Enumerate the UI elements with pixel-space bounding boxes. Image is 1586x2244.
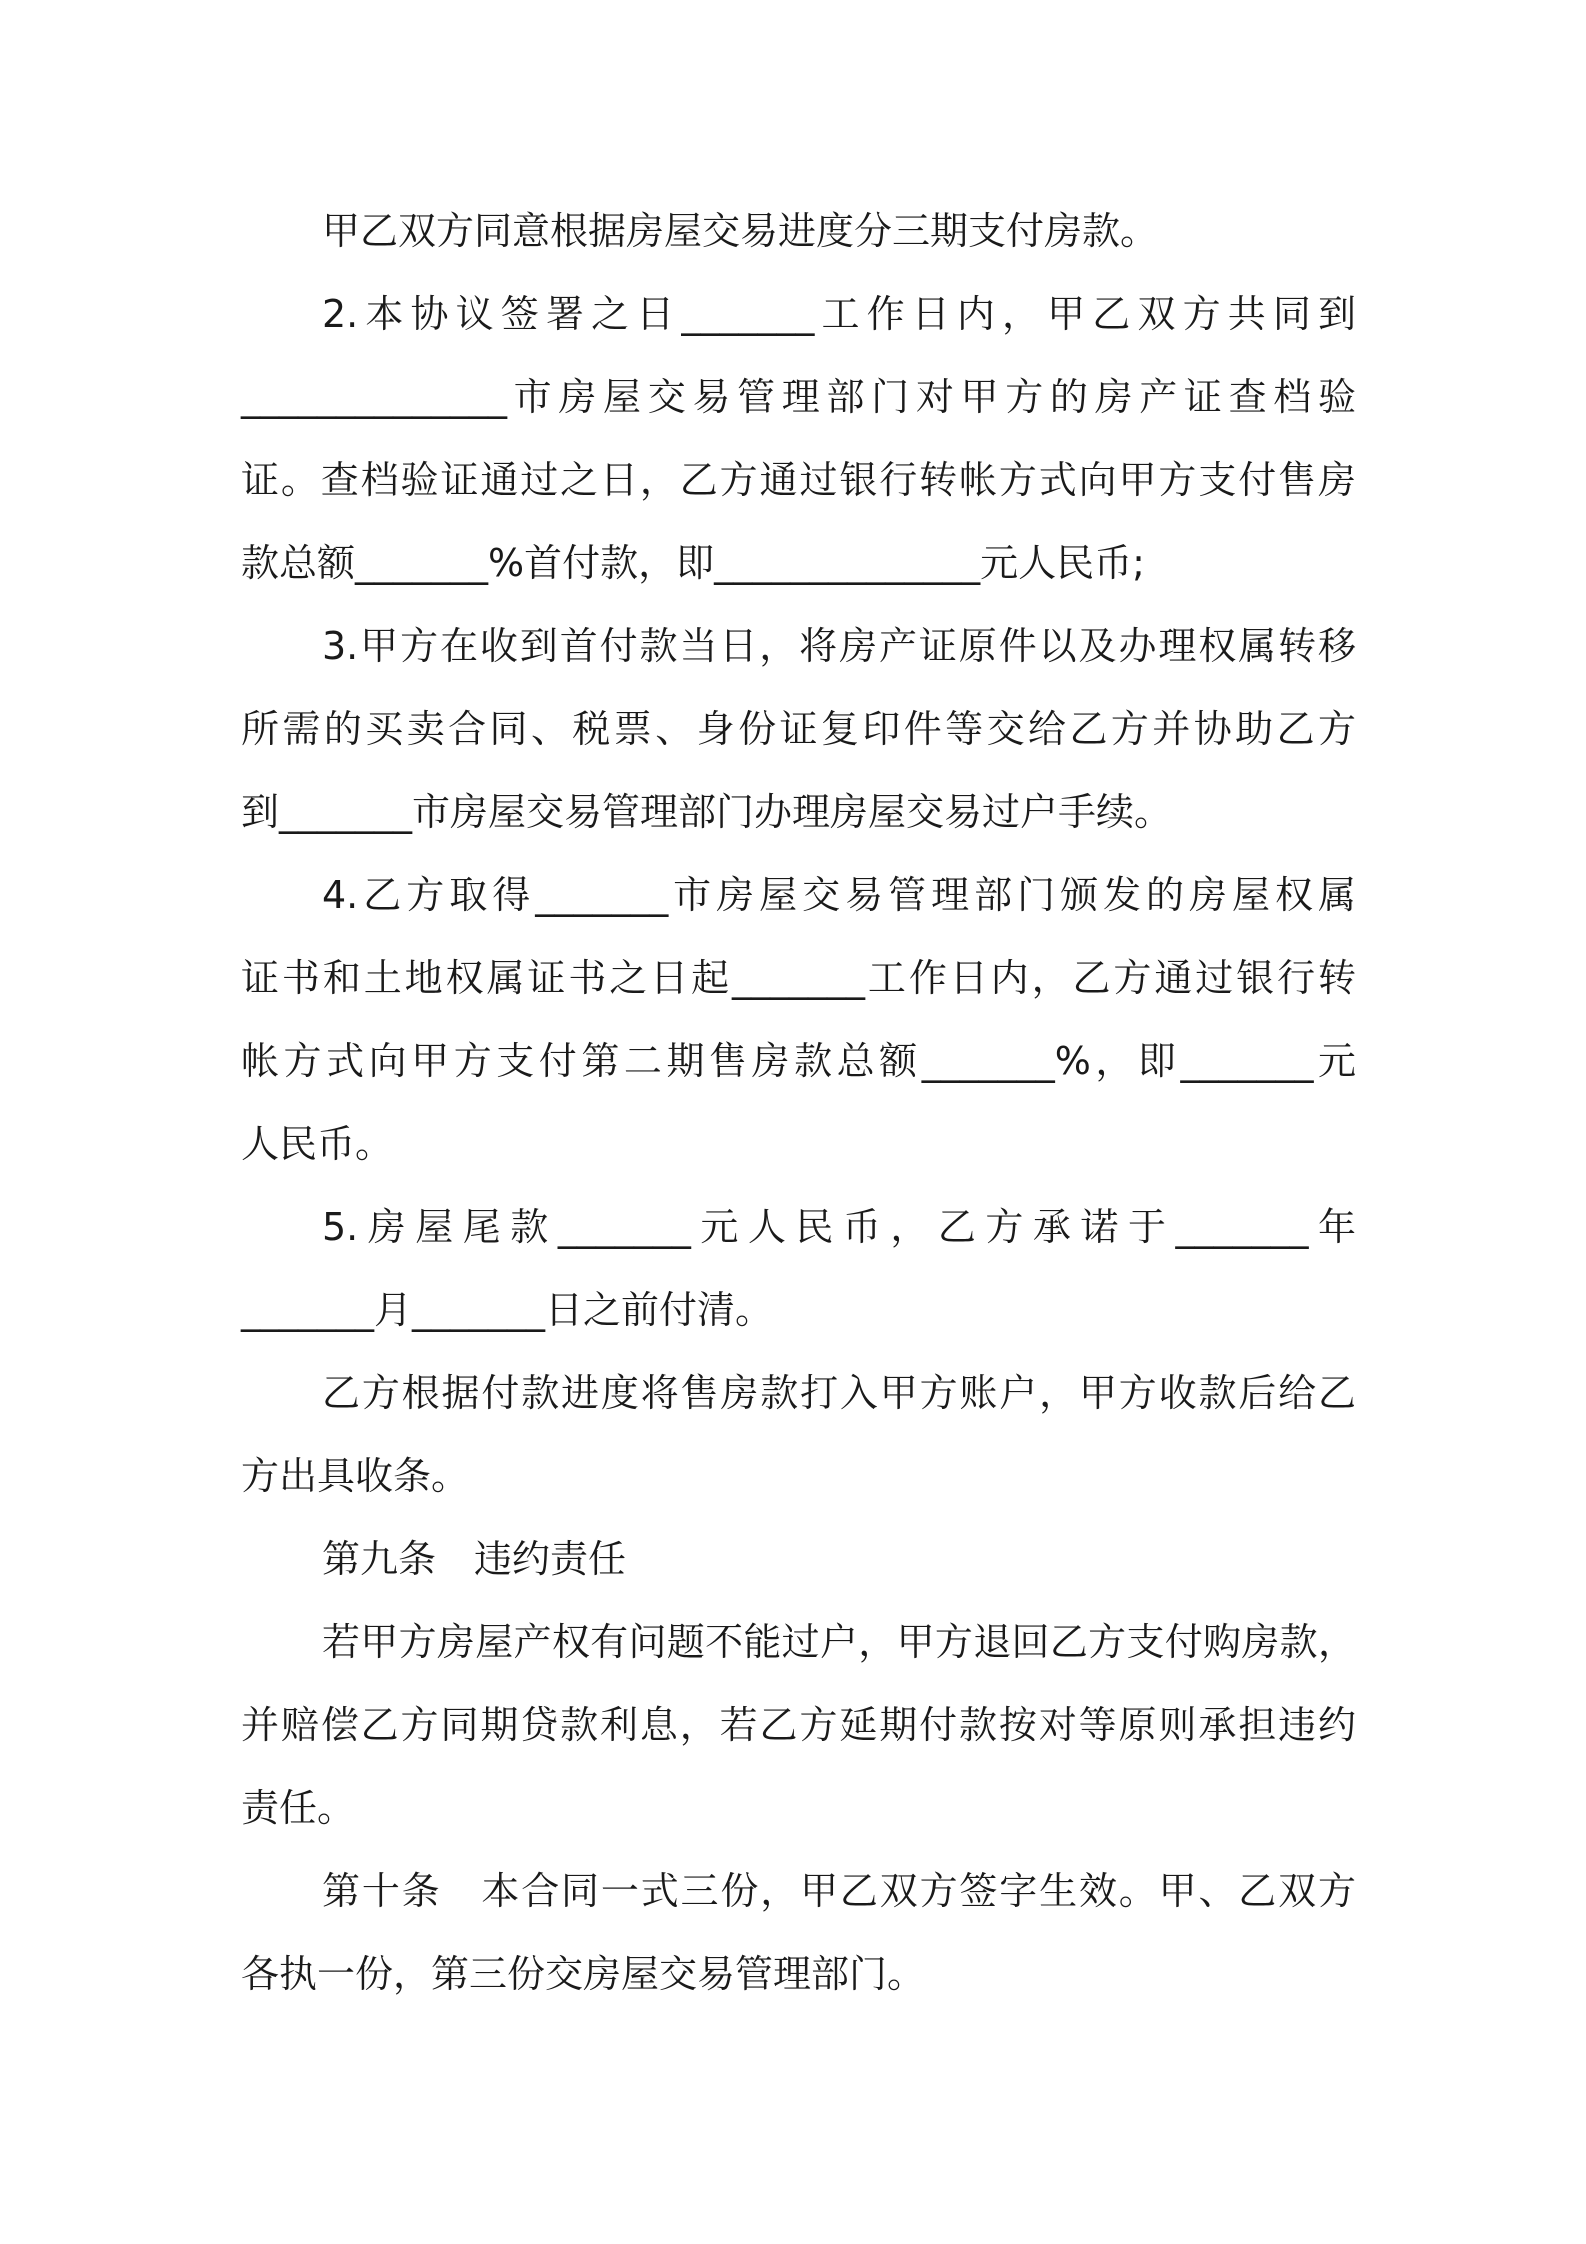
clause-2-line-2: ______________市房屋交易管理部门对甲方的房产证查档验 <box>241 375 1356 419</box>
clause-4-line-3: 帐方式向甲方支付第二期售房款总额_______%，即_______元 <box>241 1039 1356 1083</box>
article-9-line-1: 若甲方房屋产权有问题不能过户，甲方退回乙方支付购房款， <box>322 1620 1356 1664</box>
article-10-line-1: 第十条 本合同一式三份，甲乙双方签字生效。甲、乙双方 <box>322 1869 1356 1913</box>
clause-4-line-1: 4.乙方取得_______市房屋交易管理部门颁发的房屋权属 <box>322 873 1356 917</box>
clause-5-line-1: 5.房屋尾款_______元人民币，乙方承诺于_______年 <box>322 1205 1356 1249</box>
article-9-line-3: 责任。 <box>241 1786 356 1830</box>
clause-2-line-4: 款总额_______%首付款，即______________元人民币; <box>241 541 1145 585</box>
payment-note-line-1: 乙方根据付款进度将售房款打入甲方账户，甲方收款后给乙 <box>322 1371 1356 1415</box>
article-10-line-2: 各执一份，第三份交房屋交易管理部门。 <box>241 1952 926 1996</box>
clause-3-line-2: 所需的买卖合同、税票、身份证复印件等交给乙方并协助乙方 <box>241 707 1356 751</box>
article-9-heading: 第九条 违约责任 <box>322 1537 627 1581</box>
clause-4-line-2: 证书和土地权属证书之日起_______工作日内，乙方通过银行转 <box>241 956 1356 1000</box>
clause-2-line-1: 2.本协议签署之日_______工作日内，甲乙双方共同到 <box>322 292 1356 336</box>
article-9-line-2: 并赔偿乙方同期贷款利息，若乙方延期付款按对等原则承担违约 <box>241 1703 1356 1747</box>
clause-5-line-2: _______月_______日之前付清。 <box>241 1288 774 1332</box>
payment-note-line-2: 方出具收条。 <box>241 1454 470 1498</box>
clause-4-line-4: 人民币。 <box>241 1122 394 1166</box>
clause-3-line-1: 3.甲方在收到首付款当日，将房产证原件以及办理权属转移 <box>322 624 1356 668</box>
clause-2-line-3: 证。查档验证通过之日，乙方通过银行转帐方式向甲方支付售房 <box>241 458 1356 502</box>
clause-3-line-3: 到_______市房屋交易管理部门办理房屋交易过户手续。 <box>241 790 1173 834</box>
paragraph-line: 甲乙双方同意根据房屋交易进度分三期支付房款。 <box>322 209 1159 253</box>
